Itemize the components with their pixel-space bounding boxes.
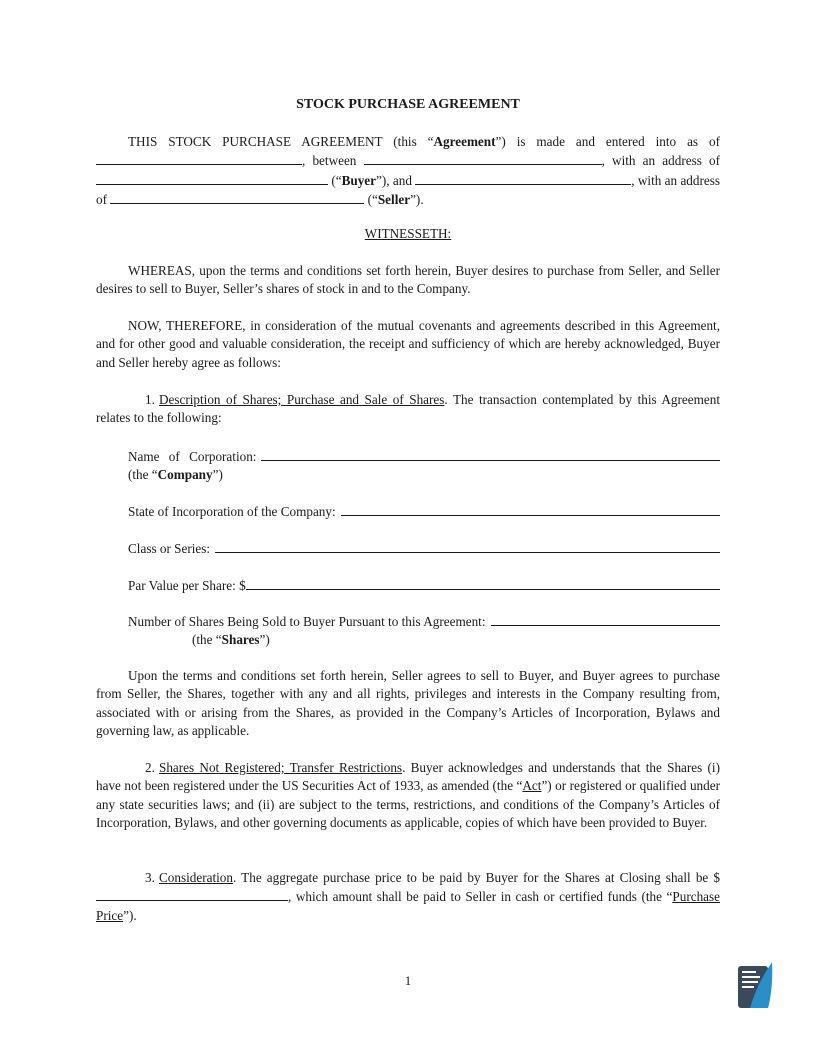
- corporation-label: Name of Corporation:: [128, 449, 257, 464]
- section-number: 1.: [145, 392, 155, 407]
- intro-text: address of: [662, 153, 720, 169]
- par-value-blank[interactable]: [246, 575, 720, 590]
- witnesseth-heading: WITNESSETH:: [364, 226, 452, 241]
- seller-address-blank[interactable]: [110, 190, 364, 204]
- shares-term: Shares: [221, 632, 260, 648]
- intro-text: THIS STOCK PURCHASE AGREEMENT (this “: [128, 134, 434, 149]
- section-text: , which amount shall be paid to Seller in cash or certified funds (the “: [288, 889, 673, 905]
- intro-text: ”) is made and entered into as of: [495, 134, 720, 149]
- class-blank[interactable]: [215, 538, 720, 553]
- document-title: STOCK PURCHASE AGREEMENT: [296, 97, 520, 112]
- upon-terms-paragraph: Upon the terms and conditions set forth herein, Seller agrees to sell to Buyer, and Buyer agrees to purchase from Seller, the Shares, together with any and all rights, privileges and interests in the Company resulting from, associated with or arising from the Shares, as provided in the Company’s Articles of Incorporation, Bylaws and governing law, as applicable.: [96, 668, 720, 739]
- section-3-paragraph: [96, 869, 720, 925]
- field-text: ”): [259, 632, 270, 648]
- now-therefore-paragraph: NOW, THEREFORE, in consideration of the mutual covenants and agreements described in this Agreement, and for other good and valuable consideration, the receipt and sufficiency of which are hereby acknowledged, Buyer and Seller hereby agree as follows:: [96, 318, 720, 370]
- section-1-paragraph: [96, 391, 720, 428]
- section-heading: Shares Not Registered; Transfer Restrictions: [159, 760, 403, 775]
- act-term: Act: [522, 778, 542, 794]
- buyer-name-blank[interactable]: [364, 151, 602, 165]
- agreement-term: Agreement: [433, 134, 496, 149]
- par-value-field: [128, 575, 720, 595]
- intro-text: , between: [302, 153, 357, 169]
- company-term: Company: [157, 467, 213, 483]
- shares-blank[interactable]: [491, 611, 721, 626]
- state-label: State of Incorporation of the Company:: [128, 504, 336, 519]
- date-blank[interactable]: [96, 151, 302, 165]
- par-value-label: Par Value per Share: $: [128, 578, 246, 593]
- section-text: . The aggregate purchase price to be paid by Buyer for the Shares at Closing shall be $: [233, 870, 720, 885]
- shares-label: Number of Shares Being Sold to Buyer Pursuant to this Agreement:: [128, 614, 486, 629]
- shares-field: [128, 611, 720, 650]
- class-field: [128, 538, 720, 558]
- intro-text: , with an: [601, 153, 656, 169]
- seller-name-blank[interactable]: [415, 171, 631, 185]
- intro-text: ”), and: [376, 172, 412, 188]
- purchase-price-term: Purchase Price: [96, 889, 720, 923]
- field-text: ”): [212, 467, 223, 483]
- section-number: 2.: [145, 760, 155, 775]
- section-text: ”) or registered or qualified under any state securities laws; and (ii) are subject to the terms, restrictions, and conditions of the Company’s Articles of Incorporation, Bylaws, and other governing documents as applicable, copies of which have been provided to Buyer.: [96, 778, 720, 831]
- section-heading: Description of Shares; Purchase and Sale of Shares: [159, 392, 445, 407]
- section-number: 3.: [145, 870, 155, 885]
- state-field: [128, 501, 720, 521]
- field-text: (the “: [128, 467, 158, 483]
- document-logo-icon: [736, 960, 774, 1012]
- section-2-paragraph: [96, 759, 720, 833]
- intro-text: with an address of: [96, 172, 720, 208]
- class-label: Class or Series:: [128, 541, 211, 556]
- section-text: ”).: [123, 907, 137, 923]
- section-text: . Buyer acknowledges and understands that the Shares (i) have not been registered under the US Securities Act of 1933, as amended (the “: [96, 760, 720, 794]
- whereas-paragraph: WHEREAS, upon the terms and conditions set forth herein, Buyer desires to purchase from Seller, and Seller desires to sell to Buyer, Seller’s shares of stock in and to the Company.: [96, 263, 720, 297]
- section-text: . The transaction contemplated by this Agreement relates to the following:: [96, 392, 720, 426]
- state-blank[interactable]: [341, 501, 720, 516]
- seller-term: Seller: [377, 192, 411, 208]
- page-number: 1: [404, 973, 412, 988]
- section-heading: Consideration: [159, 870, 233, 885]
- intro-text: (“: [328, 172, 342, 188]
- price-blank[interactable]: [96, 887, 288, 901]
- field-text: (the “: [192, 632, 222, 648]
- intro-text: ,: [631, 172, 635, 188]
- buyer-term: Buyer: [341, 172, 377, 188]
- intro-text: ”).: [410, 192, 424, 208]
- corporation-field: [128, 446, 720, 485]
- intro-text: (“: [364, 192, 378, 208]
- corporation-blank[interactable]: [261, 446, 720, 461]
- intro-paragraph: [96, 133, 720, 210]
- buyer-address-blank[interactable]: [96, 171, 328, 185]
